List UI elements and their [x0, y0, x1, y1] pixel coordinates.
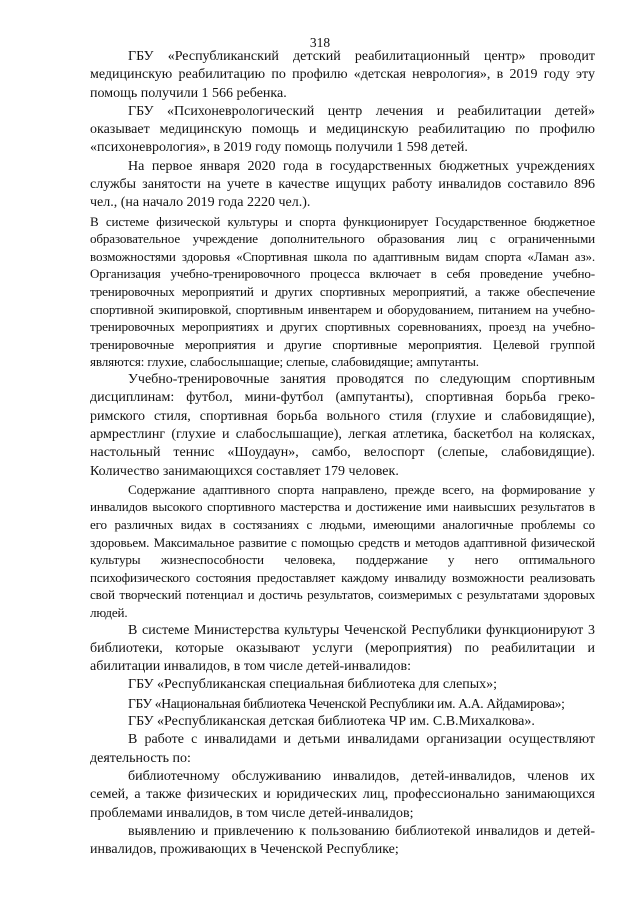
paragraph-adaptive-sport: Содержание адаптивного спорта направлено, прежде всего, на формирование у инвалидов высокого спортивного мастерства и достижение ими наивысших результатов в его различных видах в состязаниях с людьми, имеющими аналогичные проблемы со здоровьем. Максимальное развитие с помощью средств и методов адаптивной физической культуры жизнеспособности человека, поддержание у него оптимального психофизического состояния предоставляет каждому инвалиду возможности реализовать свой творческий потенциал и достичь результатов, соизмеримых с результатами здоровых людей.	[90, 481, 595, 620]
paragraph-activity-service: библиотечному обслуживанию инвалидов, детей-инвалидов, членов их семей, а также физических и юридических лиц, профессионально занимающихся проблемами инвалидов, в том числе детей-инвалидов;	[90, 768, 595, 821]
paragraph-libraries-intro: В системе Министерства культуры Чеченской Республики функционируют 3 библиотеки, которые оказывают услуги (мероприятия) по реабилитации и абилитации инвалидов, в том числе детей-инвалидов:	[90, 622, 595, 675]
paragraph-library-children: ГБУ «Республиканская детская библиотека ЧР им. С.В.Михалкова».	[128, 714, 535, 730]
paragraph-sport-disciplines: Учебно-тренировочные занятия проводятся по следующим спортивным дисциплинам: футбол, мини-футбол (ампутанты), спортивная борьба греко-римского стиля, спортивная борьба вольного стиля (глухие и слабовидящие), армрестлинг (глухие и слабослышащие), легкая атлетика, баскетбол на колясках, настольный теннис «Шоудаун», самбо, велоспорт (слепые, слабовидящие). Количество занимающихся составляет 179 человек.	[90, 372, 595, 479]
page-number: 318	[309, 35, 331, 50]
paragraph-activity-outreach: выявлению и привлечению к пользованию библиотекой инвалидов и детей-инвалидов, проживающих в Чеченской Республике;	[90, 823, 595, 858]
paragraph-library-national: ГБУ «Национальная библиотека Чеченской Республики им. А.А. Айдамирова»;	[128, 695, 565, 711]
paragraph-employment: На первое января 2020 года в государственных бюджетных учреждениях службы занятости на учете в качестве ищущих работу инвалидов составило 896 чел., (на начало 2019 года 2220 чел.).	[90, 158, 595, 211]
document-body	[90, 48, 595, 859]
paragraph-rehab-center: ГБУ «Республиканский детский реабилитационный центр» проводит медицинскую реабилитацию по профилю «детская неврология», в 2019 году эту помощь получили 1 566 ребенка.	[90, 49, 595, 101]
paragraph-activities-intro: В работе с инвалидами и детьми инвалидами организации осуществляют деятельность по:	[90, 732, 595, 766]
paragraph-psychoneuro-center: ГБУ «Психоневрологический центр лечения и реабилитации детей» оказывает медицинскую помощь и медицинскую реабилитацию по профилю «психоневрология», в 2019 году помощь получили 1 598 детей.	[90, 103, 595, 156]
paragraph-sport-school: В системе физической культуры и спорта функционирует Государственное бюджетное образовательное учреждение дополнительного образования лиц с ограниченными возможностями здоровья «Спортивная школа по адаптивным видам спорта «Ламан аз». Организация учебно-тренировочного процесса включает в себя проведение учебно-тренировочных мероприятий и других спортивных мероприятий, а также обеспечение спортивной экипировкой, спортивным инвентарем и оборудованием, питанием на учебно-тренировочных мероприятиях и других спортивных соревнованиях, проезд на учебно-тренировочные мероприятия и другие спортивные мероприятия. Целевой группой являются: глухие, слабослышащие; слепые, слабовидящие; ампутанты.	[90, 213, 595, 370]
paragraph-library-blind: ГБУ «Республиканская специальная библиотека для слепых»;	[128, 677, 498, 693]
